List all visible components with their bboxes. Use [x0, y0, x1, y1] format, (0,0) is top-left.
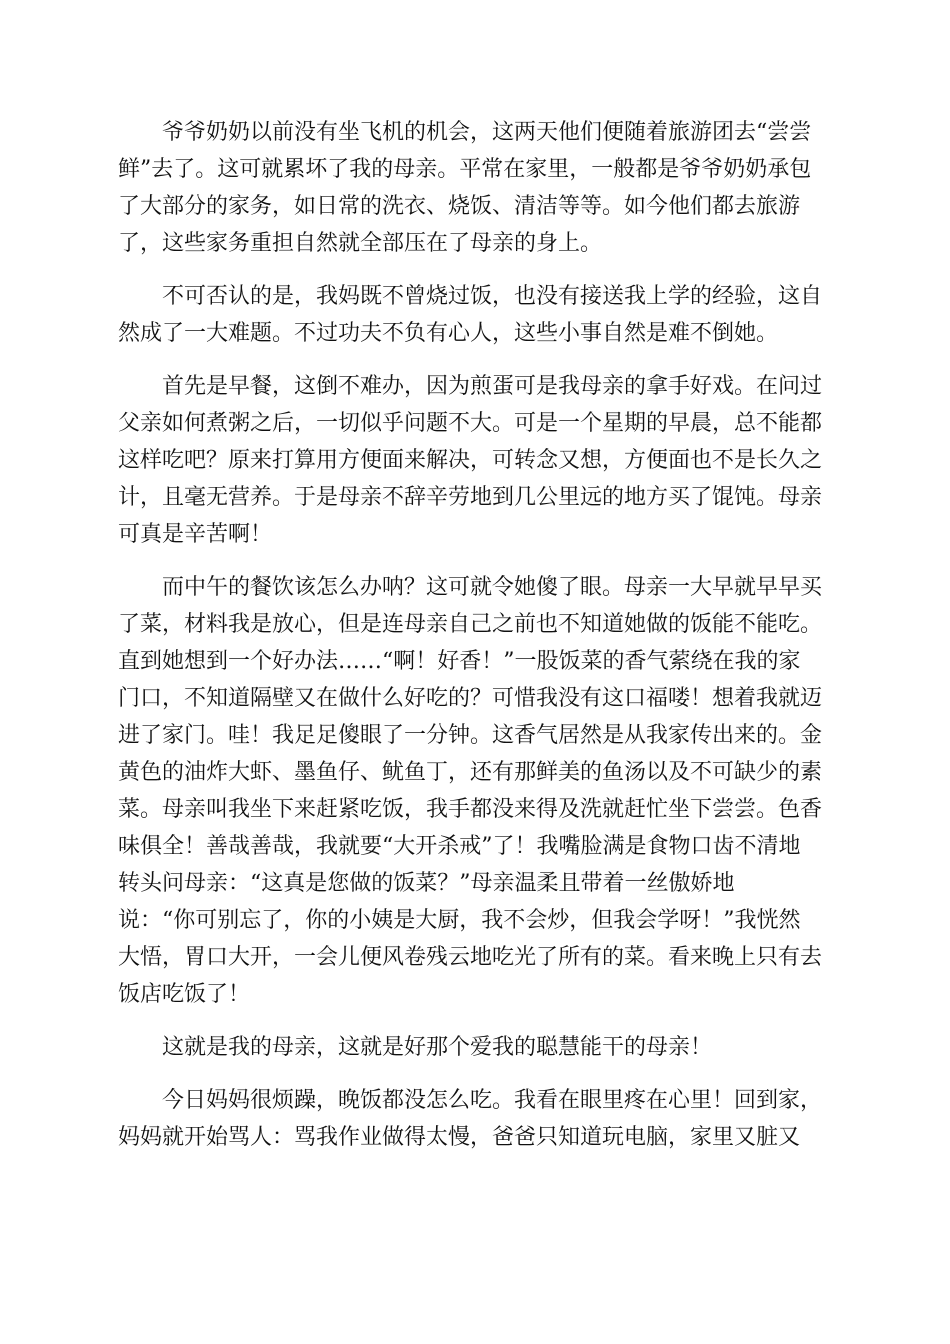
paragraph: [118, 368, 834, 553]
text-line: 首先是早餐，这倒不难办，因为煎蛋可是我母亲的拿手好戏。在问过: [118, 374, 823, 399]
text-line: 了菜，材料我是放心，但是连母亲自己之前也不知道她做的饭能不能吃。: [118, 612, 823, 637]
text-line: 这样吃吧？原来打算用方便面来解决，可转念又想，方便面也不是长久之: [118, 448, 823, 473]
text-line: 说：“你可别忘了，你的小姨是大厨，我不会炒，但我会学呀！”我恍然: [118, 908, 801, 933]
text-line: 转头问母亲：“这真是您做的饭菜？”母亲温柔且带着一丝傲娇地: [118, 871, 735, 896]
text-line: 鲜”去了。这可就累坏了我的母亲。平常在家里，一般都是爷爷奶奶承包: [118, 157, 812, 182]
text-line: 可真是辛苦啊！: [118, 522, 273, 547]
text-line: 进了家门。哇！我足足傻眼了一分钟。这香气居然是从我家传出来的。金: [118, 723, 823, 748]
text-line: 这就是我的母亲，这就是好那个爱我的聪慧能干的母亲！: [118, 1035, 713, 1060]
text-line: 父亲如何煮粥之后，一切似乎问题不大。可是一个星期的早晨，总不能都: [118, 411, 823, 436]
text-line: 饭店吃饭了！: [118, 982, 251, 1007]
text-line: 大悟，胃口大开，一会儿便风卷残云地吃光了所有的菜。看来晚上只有去: [118, 945, 823, 970]
text-line: 不可否认的是，我妈既不曾烧过饭，也没有接送我上学的经验，这自: [118, 284, 823, 309]
paragraph: [118, 278, 834, 352]
text-line: 妈妈就开始骂人：骂我作业做得太慢，爸爸只知道玩电脑，家里又脏又: [118, 1125, 801, 1150]
text-line: 而中午的餐饮该怎么办呐？这可就令她傻了眼。母亲一大早就早早买: [118, 575, 823, 600]
text-line: 今日妈妈很烦躁，晚饭都没怎么吃。我看在眼里疼在心里！回到家，: [118, 1088, 823, 1113]
text-line: 了大部分的家务，如日常的洗衣、烧饭、清洁等等。如今他们都去旅游: [118, 194, 801, 219]
text-line: 了，这些家务重担自然就全部压在了母亲的身上。: [118, 231, 603, 256]
text-line: 黄色的油炸大虾、墨鱼仔、鱿鱼丁，还有那鲜美的鱼汤以及不可缺少的素: [118, 760, 823, 785]
paragraph: [118, 569, 834, 1013]
text-line: 计，且毫无营养。于是母亲不辞辛劳地到几公里远的地方买了馄饨。母亲: [118, 485, 823, 510]
text-line: 味俱全！善哉善哉，我就要“大开杀戒”了！我嘴脸满是食物口齿不清地: [118, 834, 801, 859]
text-line: 菜。母亲叫我坐下来赶紧吃饭，我手都没来得及洗就赶忙坐下尝尝。色香: [118, 797, 823, 822]
paragraph: [118, 1029, 834, 1066]
text-line: 然成了一大难题。不过功夫不负有心人，这些小事自然是难不倒她。: [118, 321, 779, 346]
paragraph: [118, 114, 834, 262]
text-line: 直到她想到一个好办法……“啊！好香！”一股饭菜的香气萦绕在我的家: [118, 649, 801, 674]
paragraph: [118, 1082, 834, 1156]
text-line: 门口，不知道隔壁又在做什么好吃的？可惜我没有这口福喽！想着我就迈: [118, 686, 823, 711]
text-line: 爷爷奶奶以前没有坐飞机的机会，这两天他们便随着旅游团去“尝尝: [118, 120, 812, 145]
document-page: [118, 114, 834, 1156]
